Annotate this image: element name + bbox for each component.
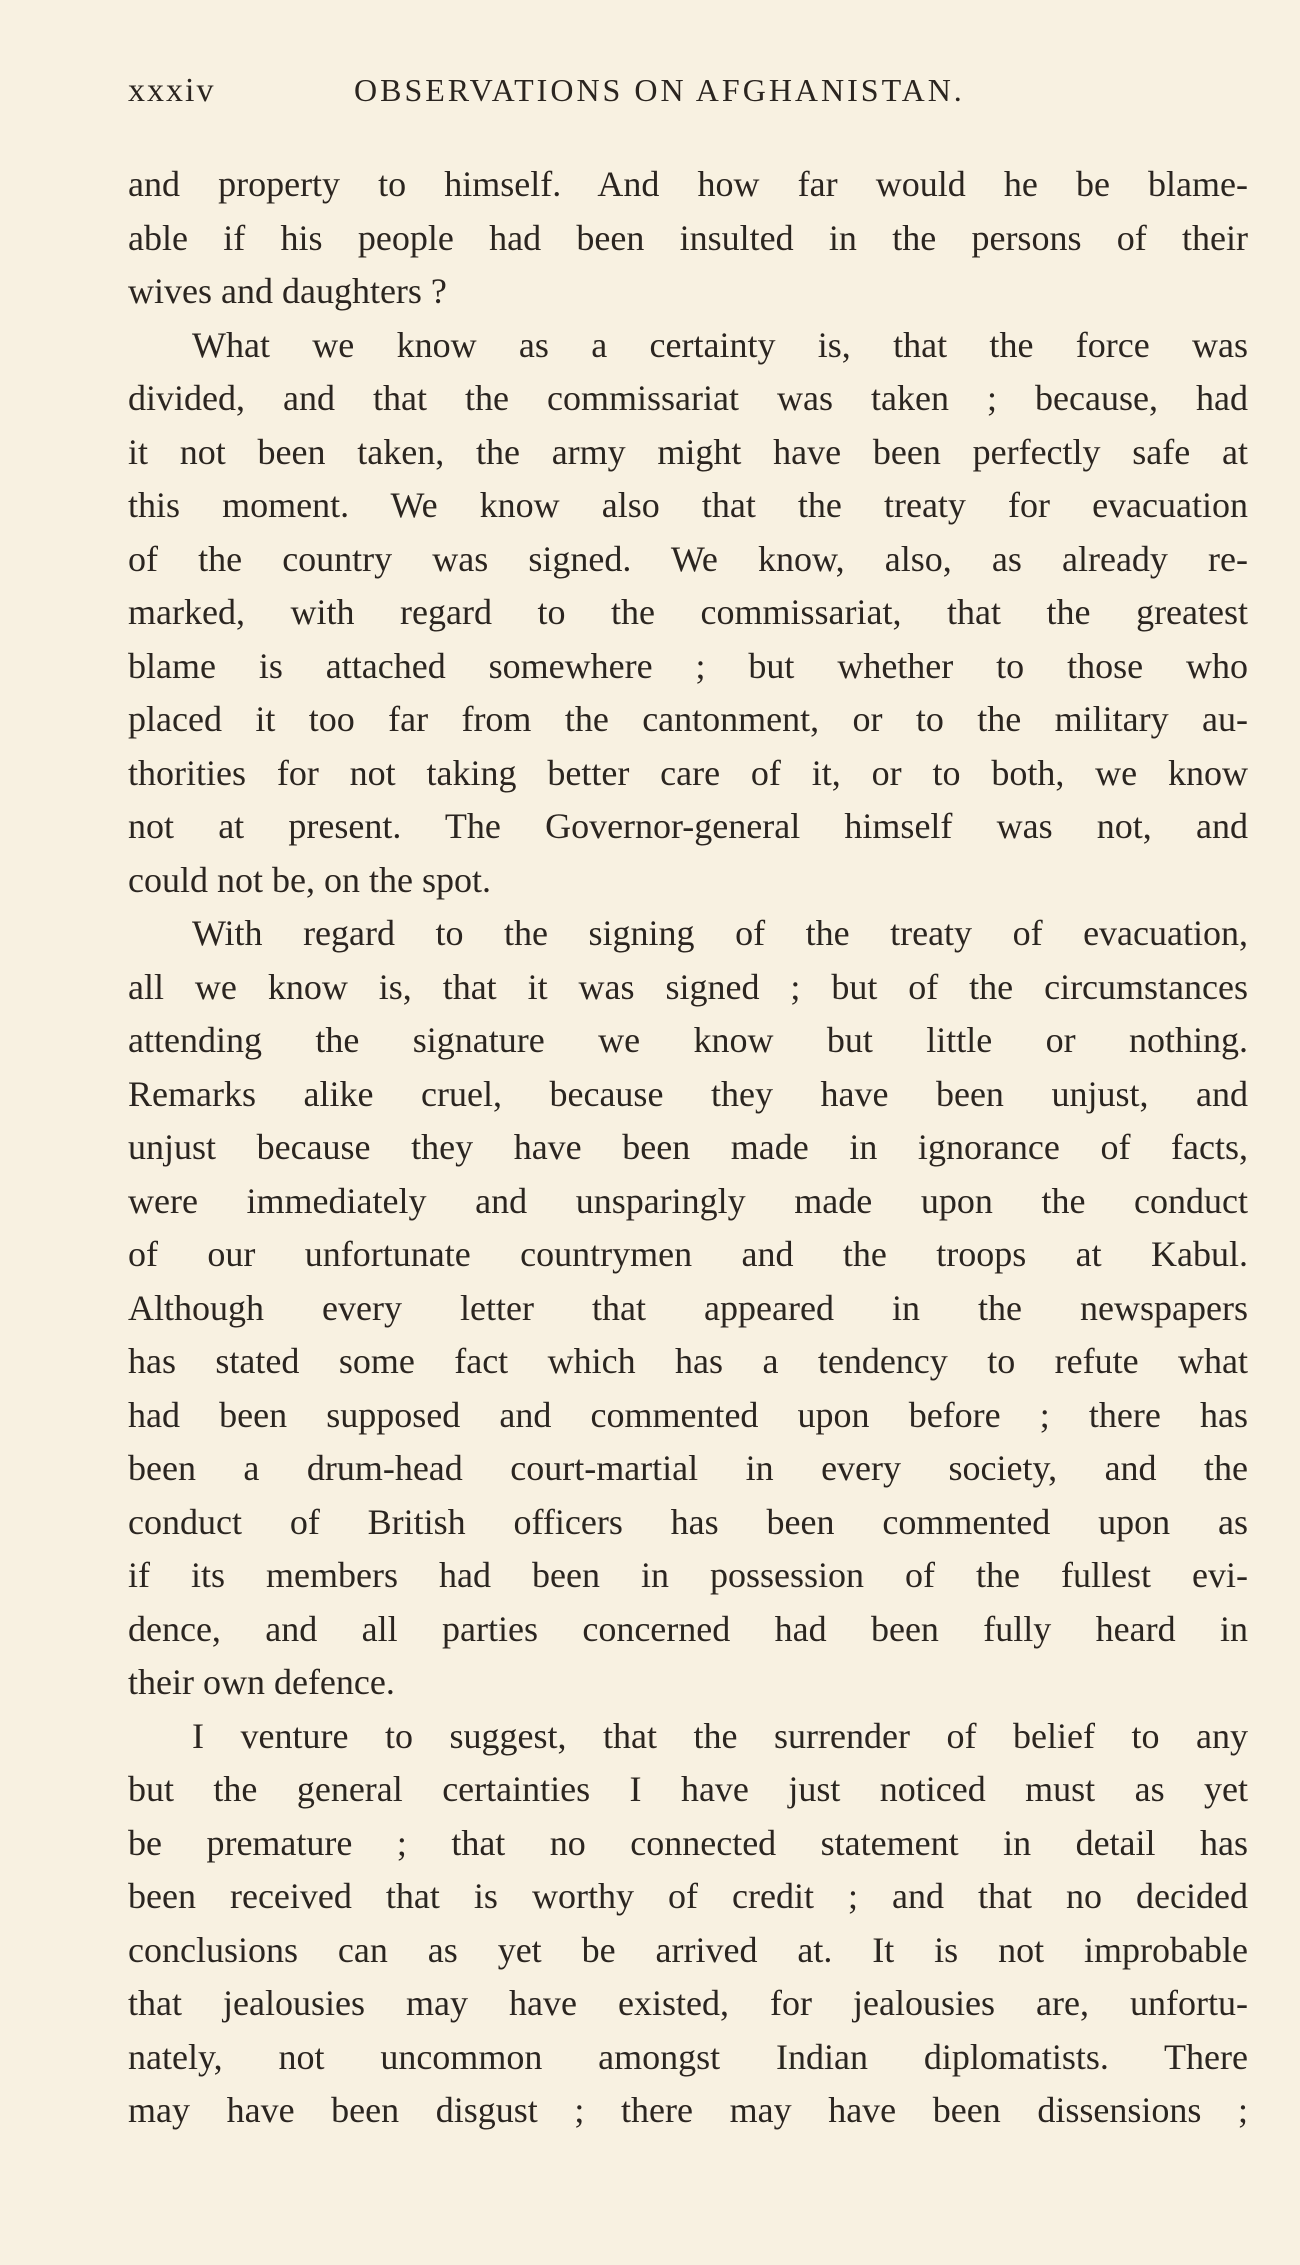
- running-title: OBSERVATIONS ON AFGHANISTAN.: [354, 72, 965, 108]
- text-line: I venture to suggest, that the surrender of belief to any: [192, 1715, 1248, 1756]
- page-number: xxxiv: [128, 72, 216, 109]
- text-line: thorities for not taking better care of it, or to both, we know: [128, 752, 1248, 793]
- body-text: [128, 158, 1248, 2138]
- text-line: that jealousies may have existed, for jealousies are, unfortu-: [128, 1983, 1248, 2023]
- text-line: their own defence.: [128, 1662, 395, 1702]
- text-line: all we know is, that it was signed ; but of the circumstances: [128, 966, 1248, 1007]
- text-line: been a drum-head court-martial in every society, and the: [128, 1448, 1248, 1488]
- text-line: unjust because they have been made in ignorance of facts,: [128, 1127, 1248, 1167]
- text-line: it not been taken, the army might have been perfectly safe at: [128, 431, 1248, 472]
- text-line: had been supposed and commented upon before ; there has: [128, 1394, 1248, 1435]
- text-line: were immediately and unsparingly made upon the conduct: [128, 1180, 1248, 1221]
- text-line: dence, and all parties concerned had been fully heard in: [128, 1608, 1248, 1649]
- text-line: been received that is worthy of credit ; and that no decided: [128, 1876, 1248, 1916]
- text-line: nately, not uncommon amongst Indian diplomatists. There: [128, 2036, 1248, 2077]
- text-line: of the country was signed. We know, also, as already re-: [128, 538, 1248, 579]
- text-line: of our unfortunate countrymen and the troops at Kabul.: [128, 1234, 1248, 1274]
- text-line: able if his people had been insulted in the persons of their: [128, 217, 1248, 258]
- text-line: Although every letter that appeared in the newspapers: [128, 1287, 1248, 1328]
- text-line: wives and daughters ?: [128, 271, 447, 311]
- text-line: not at present. The Governor-general himself was not, and: [128, 806, 1248, 846]
- text-line: With regard to the signing of the treaty of evacuation,: [192, 913, 1248, 953]
- text-line: could not be, on the spot.: [128, 859, 491, 900]
- text-line: be premature ; that no connected statement in detail has: [128, 1822, 1248, 1863]
- text-line: attending the signature we know but little or nothing.: [128, 1020, 1248, 1060]
- text-line: What we know as a certainty is, that the force was: [192, 324, 1248, 365]
- text-line: but the general certainties I have just noticed must as yet: [128, 1769, 1248, 1809]
- text-line: divided, and that the commissariat was taken ; because, had: [128, 378, 1248, 418]
- text-line: conclusions can as yet be arrived at. It is not improbable: [128, 1929, 1248, 1970]
- text-line: this moment. We know also that the treaty for evacuation: [128, 485, 1248, 525]
- text-line: conduct of British officers has been commented upon as: [128, 1501, 1248, 1542]
- text-line: blame is attached somewhere ; but whether to those who: [128, 645, 1248, 686]
- text-line: has stated some fact which has a tendency to refute what: [128, 1341, 1248, 1381]
- text-line: Remarks alike cruel, because they have been unjust, and: [128, 1073, 1248, 1114]
- text-line: may have been disgust ; there may have been dissensions ;: [128, 2090, 1248, 2130]
- text-line: and property to himself. And how far would he be blame-: [128, 164, 1248, 204]
- running-head: [128, 72, 1178, 122]
- text-line: marked, with regard to the commissariat, that the greatest: [128, 592, 1248, 632]
- text-line: if its members had been in possession of the fullest evi-: [128, 1555, 1248, 1595]
- text-line: placed it too far from the cantonment, or to the military au-: [128, 699, 1248, 739]
